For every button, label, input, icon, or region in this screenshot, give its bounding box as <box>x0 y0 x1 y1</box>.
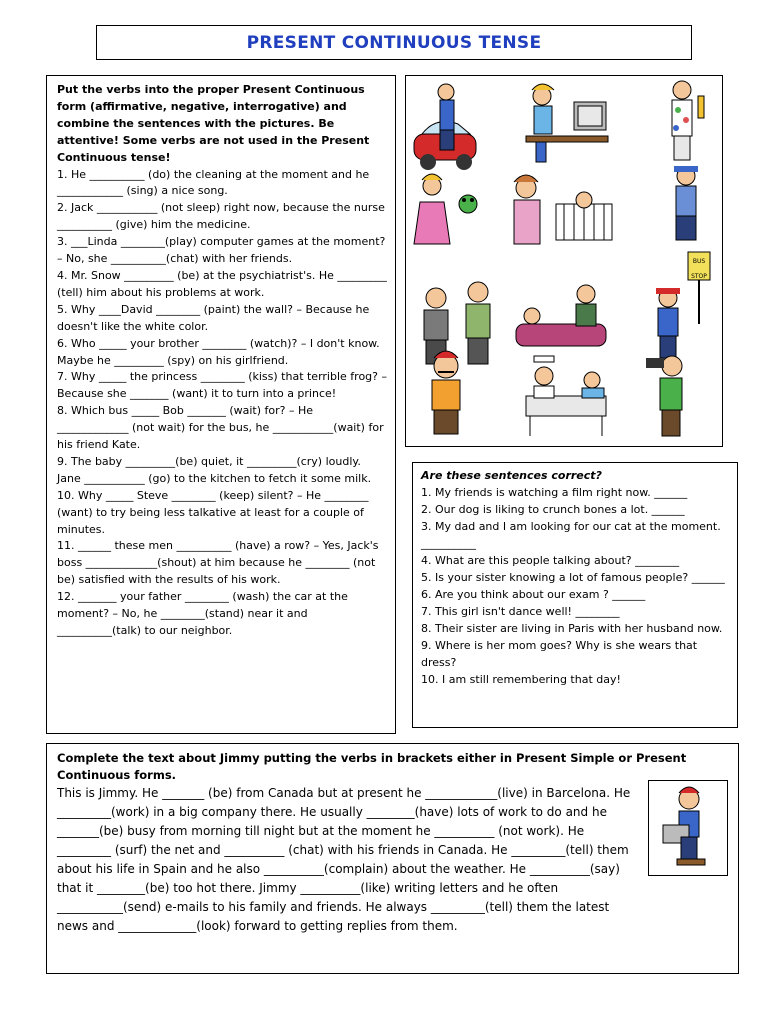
bus-stop-sign <box>688 252 710 324</box>
cartoon-illustrations <box>406 76 722 446</box>
psychiatrist-illustration <box>516 285 606 346</box>
jimmy-illustration <box>648 780 728 876</box>
nurse-and-patient-illustration <box>526 356 606 436</box>
pictures-panel <box>405 75 723 447</box>
exercise-2-item: 4. What are this people talking about? ________ <box>421 554 680 567</box>
exercise-3-text: This is Jimmy. He _______ (be) from Canada but at present he ____________(live) in Barcelona. He _________(work) in a big company there. He usually ________(have) lots of work to do and he _______(be) busy from morning till night but at the moment he __________ (not work). He _________ (surf) the net and __________ (chat) with his friends in Canada. He _________(tell) them about his life in Spain and he also __________(complain) about the weather. He __________(say) that it ________(be) too hot there. Jimmy __________(like) writing letters and he often ___________(send) e-mails to his family and friends. He always _________(tell) them the latest news and _____________(look) forward to getting replies from them. <box>57 786 631 933</box>
silent-boy-illustration <box>432 351 460 434</box>
man-cleaning-illustration <box>674 166 698 240</box>
exercise-1-item: 9. The baby _________(be) quiet, it _________(cry) loudly. Jane ___________ (go) to the kitchen to fetch it some milk. <box>57 454 372 485</box>
stop-sign-text: STOP <box>691 273 707 280</box>
exercise-1-item: 3. ___Linda ________(play) computer games at the moment? – No, she __________(chat) with her friends. <box>57 235 386 266</box>
exercise-1-item: 2. Jack ___________ (not sleep) right now, because the nurse __________ (give) him the medicine. <box>57 201 385 232</box>
exercise-2-heading: Are these sentences correct? <box>421 469 602 482</box>
exercise-3-box <box>46 743 739 974</box>
painter-illustration <box>672 81 704 160</box>
exercise-1-item: 1. He __________ (do) the cleaning at the moment and he ____________ (sing) a nice song. <box>57 167 370 198</box>
page-title: PRESENT CONTINUOUS TENSE <box>246 32 542 53</box>
boy-waiting-illustration <box>656 288 680 358</box>
title-box <box>96 25 692 60</box>
woman-and-crying-baby-illustration <box>514 175 612 244</box>
exercise-2-item: 10. I am still remembering that day! <box>421 673 621 686</box>
exercise-1-item: 4. Mr. Snow _________ (be) at the psychiatrist's. He _________ (tell) him about his problems at work. <box>57 268 387 299</box>
man-with-binoculars-illustration <box>646 356 682 436</box>
bus-sign-text: BUS <box>692 258 706 265</box>
exercise-2-item: 9. Where is her mom goes? Why is she wears that dress? <box>421 639 698 669</box>
exercise-1-item: 7. Why _____ the princess ________ (kiss) that terrible frog? – Because she _______ (want) it to turn into a prince! <box>57 370 387 401</box>
exercise-1-item: 5. Why ____David ________ (paint) the wall? – Because he doesn't like the white color. <box>57 302 370 333</box>
exercise-1-item: 11. ______ these men __________ (have) a row? – Yes, Jack's boss _____________(shout) at him because he ________ (not be) satisfied with the results of his work. <box>57 539 379 587</box>
woman-at-computer-illustration <box>526 84 608 162</box>
exercise-2-item: 1. My friends is watching a film right now. ______ <box>421 486 688 499</box>
princess-kissing-frog-illustration <box>414 174 477 244</box>
exercise-2-item: 8. Their sister are living in Paris with her husband now. <box>421 622 723 635</box>
exercise-3-instruction: Complete the text about Jimmy putting the verbs in brackets either in Present Simple or Present Continuous forms. <box>57 751 687 782</box>
exercise-1-instruction: Put the verbs into the proper Present Continuous form (affirmative, negative, interrogative) and combine the sentences with the pictures. Be attentive! Some verbs are not used in the Present Continuous tense! <box>57 83 370 164</box>
exercise-1-box <box>46 75 396 734</box>
exercise-2-item: 6. Are you think about our exam ? ______ <box>421 588 646 601</box>
exercise-2-box <box>412 462 738 728</box>
exercise-1-item: 10. Why _____ Steve ________ (keep) silent? – He ________ (want) to try being less talkative at least for a couple of minutes. <box>57 488 369 536</box>
exercise-1-item: 12. _______ your father ________ (wash) the car at the moment? – No, he ________(stand) near it and __________(talk) to our neighbor. <box>57 590 348 637</box>
exercise-2-item: 5. Is your sister knowing a lot of famous people? ______ <box>421 571 725 584</box>
man-with-car-illustration <box>414 84 476 170</box>
exercise-1-item: 8. Which bus _____ Bob _______ (wait) for? – He _____________ (not wait) for the bus, he ___________(wait) for his friend Kate. <box>57 404 384 452</box>
exercise-2-item: 2. Our dog is liking to crunch bones a lot. ______ <box>421 503 685 516</box>
exercise-2-item: 3. My dad and I am looking for our cat at the moment. __________ <box>421 520 721 550</box>
exercise-2-item: 7. This girl isn't dance well! ________ <box>421 605 620 618</box>
arguing-men-illustration <box>424 282 490 364</box>
exercise-1-item: 6. Who _____ your brother ________ (watch)? – I don't know. Maybe he _________ (spy) on his girlfriend. <box>57 336 380 367</box>
